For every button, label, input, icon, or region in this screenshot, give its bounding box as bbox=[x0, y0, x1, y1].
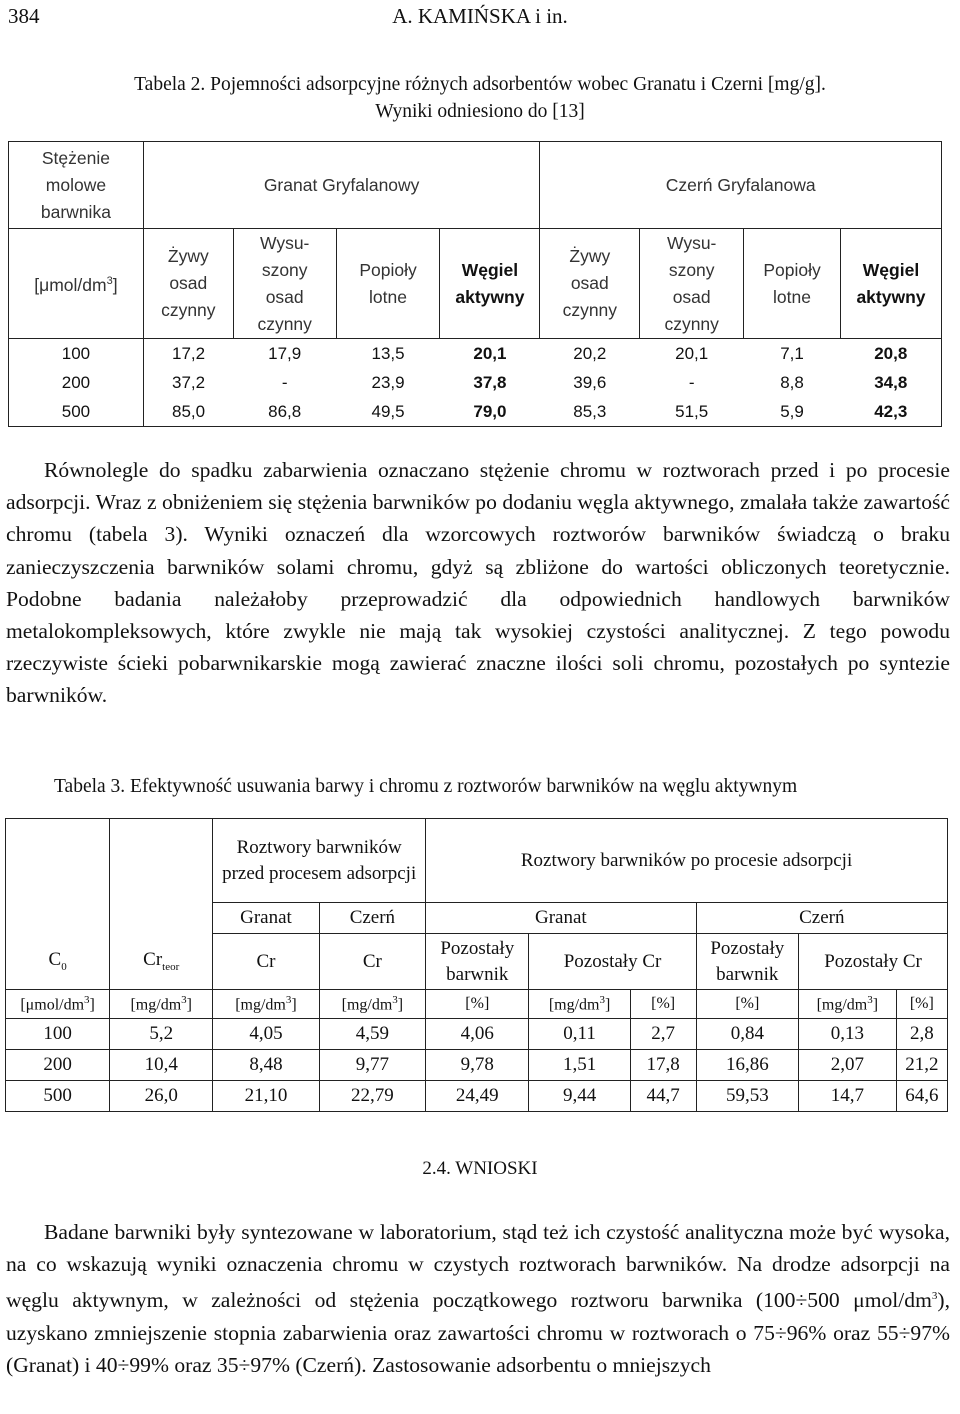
subheader-text: Węgiel aktywny bbox=[856, 259, 926, 307]
paragraph-text bbox=[6, 1216, 950, 1381]
table-cell: 9,78 bbox=[426, 1050, 529, 1081]
unit-close: ] bbox=[605, 996, 611, 1014]
table-cell: 2,07 bbox=[799, 1050, 897, 1081]
subheader-text: Żywy osad czynny bbox=[161, 246, 216, 320]
table-cell: 1,51 bbox=[529, 1050, 630, 1081]
table-cell: 64,6 bbox=[896, 1081, 947, 1112]
table-cell: 59,53 bbox=[696, 1081, 798, 1112]
subheader-zywy-2 bbox=[540, 229, 640, 339]
table-cell: 22,79 bbox=[319, 1081, 425, 1112]
header-granat-group: Granat Gryfalanowy bbox=[143, 142, 540, 229]
unit-text: [mg/dm bbox=[130, 996, 182, 1014]
unit-cell bbox=[799, 990, 897, 1019]
unit-text: [mg/dm bbox=[341, 996, 393, 1014]
unit-sup: 3 bbox=[84, 993, 90, 1006]
unit-sup: 3 bbox=[181, 993, 187, 1006]
unit-sup: 3 bbox=[867, 993, 873, 1006]
running-title: A. KAMIŃSKA i in. bbox=[392, 4, 568, 28]
table-cell: 23,9 bbox=[371, 373, 405, 392]
subheader-popioly-1 bbox=[336, 229, 440, 339]
table-cell: 24,49 bbox=[426, 1081, 529, 1112]
unit-text: [μmol/dm bbox=[20, 996, 85, 1014]
header-before-text: Roztwory barwników przed procesem adsorpcji bbox=[222, 836, 417, 884]
table-cell: 200 bbox=[9, 368, 144, 397]
unit-cell bbox=[6, 990, 110, 1019]
unit-sup: 3 bbox=[106, 275, 113, 288]
subheader-zywy-1 bbox=[143, 229, 233, 339]
table-cell: 7,1 bbox=[780, 344, 804, 363]
table-cell: 4,06 bbox=[426, 1019, 529, 1050]
table-cell: 4,59 bbox=[319, 1019, 425, 1050]
unit-cell: [%] bbox=[896, 990, 947, 1019]
header-granat-before: Granat bbox=[213, 903, 319, 934]
subheader-popioly-2 bbox=[744, 229, 841, 339]
unit-close: ] bbox=[872, 996, 879, 1014]
subheader-wegiel-1 bbox=[440, 229, 540, 339]
header-czern-group: Czerń Gryfalanowa bbox=[540, 142, 942, 229]
subheader-text: Węgiel aktywny bbox=[455, 259, 525, 307]
header-concentration bbox=[9, 142, 144, 229]
header-text: Pozostały barwnik bbox=[440, 937, 515, 985]
table-cell: 86,8 bbox=[233, 397, 336, 427]
subheader-text: Wysu-szony osad czynny bbox=[664, 232, 719, 334]
table-cell: 5,2 bbox=[110, 1019, 213, 1050]
table-cell: 2,7 bbox=[630, 1019, 696, 1050]
unit-sup: 3 bbox=[285, 993, 292, 1006]
table-cell: 9,44 bbox=[529, 1081, 630, 1112]
unit-end: ] bbox=[112, 274, 118, 295]
page-header bbox=[8, 4, 952, 34]
unit-close: ] bbox=[291, 996, 297, 1014]
subheader-wysuszony-2 bbox=[640, 229, 744, 339]
header-before bbox=[213, 819, 426, 903]
unit-cell bbox=[110, 990, 213, 1019]
paragraph-part1: Badane barwniki były syntezowane w laboratorium, stąd też ich czystość analityczna może być wysoka, na co wskazują wyniki oznaczenia chromu w czystych roztworach barwników. Na drodze adsorpcji na węglu aktywnym, w zależności od stężenia początkowego roztworu barwnika (100÷500 μmol/dm bbox=[6, 1220, 950, 1313]
unit-text: [mg/dm bbox=[548, 996, 600, 1014]
table-cell: 17,8 bbox=[630, 1050, 696, 1081]
table-cell: 17,2 bbox=[172, 344, 206, 363]
table-row bbox=[9, 368, 942, 397]
header-concentration-text: Stężenie molowe barwnika bbox=[40, 147, 111, 222]
crteor-sub: teor bbox=[162, 961, 180, 974]
table-row bbox=[6, 1050, 948, 1081]
unit-text: [mg/dm bbox=[816, 996, 868, 1014]
header-czern-after: Czerń bbox=[696, 903, 947, 934]
unit-sup: 3 bbox=[599, 993, 605, 1006]
subheader-wysuszony-1 bbox=[233, 229, 336, 339]
table-cell: 8,8 bbox=[780, 373, 804, 392]
table-cell: 2,8 bbox=[896, 1019, 947, 1050]
paragraph-text: Równolegle do spadku zabarwienia oznaczano stężenie chromu w roztworach przed i po procesie adsorpcji. Wraz z obniżeniem się stężenia barwników po dodaniu węgla aktywnego, zmalała także zawartość chromu (tabela 3). Wyniki oznaczeń dla wzorcowych roztworów barwników świadczą o braku zanieczyszczenia barwników solami chromu, gdyż są zbliżone do wartości obliczonych teoretycznie. Podobne badania należałoby przeprowadzić dla odpowiednich handlowych barwników metalokompleksowych, które zwykle nie mają tak wysokiej czystości analitycznej. Z tego powodu rzeczywiste ścieki pobarwnikarskie mogą zawierać znaczne ilości soli chromu, pozostałych po syntezie barwników. bbox=[6, 458, 950, 708]
table-3 bbox=[5, 818, 948, 1112]
table-cell: 17,9 bbox=[268, 344, 302, 363]
unit-sup: 3 bbox=[392, 993, 398, 1006]
header-crteor bbox=[110, 934, 213, 990]
table-row bbox=[9, 397, 942, 427]
header-pozostaly-cr-granat: Pozostały Cr bbox=[529, 934, 696, 990]
header-text: Pozostały barwnik bbox=[710, 937, 785, 985]
table2-caption-line1: Tabela 2. Pojemności adsorpcyjne różnych adsorbentów wobec Granatu i Czerni [mg/g]. bbox=[134, 74, 826, 95]
unit-close: ] bbox=[89, 996, 95, 1014]
table-row bbox=[9, 339, 942, 369]
crteor-text: Cr bbox=[143, 949, 163, 971]
table-cell: 500 bbox=[6, 1081, 110, 1112]
subheader-text: Żywy osad czynny bbox=[562, 246, 618, 320]
blank-cell bbox=[6, 903, 110, 934]
table-row bbox=[6, 1081, 948, 1112]
blank-cell bbox=[110, 819, 213, 903]
header-cr-czern: Cr bbox=[319, 934, 425, 990]
table-cell: 21,2 bbox=[896, 1050, 947, 1081]
table-cell: 20,1 bbox=[473, 344, 507, 363]
table2-caption-line2: Wyniki odniesiono do [13] bbox=[375, 101, 585, 122]
unit-cell bbox=[319, 990, 425, 1019]
table-row bbox=[6, 1019, 948, 1050]
table-cell: - bbox=[688, 373, 695, 392]
unit-text: [μmol/dm bbox=[34, 274, 107, 295]
table-2 bbox=[8, 141, 942, 427]
table-cell: - bbox=[281, 373, 288, 392]
paragraph-part2: ), uzyskano zmniejszenie stopnia zabarwienia oraz zawartości chromu w roztworach o 75÷96% oraz 55÷97% (Granat) i 40÷99% oraz 35÷97% (Czerń). Zastosowanie adsorbentu o mniejszych bbox=[6, 1288, 950, 1377]
table-cell: 8,48 bbox=[213, 1050, 319, 1081]
header-cr-granat: Cr bbox=[213, 934, 319, 990]
header-pozostaly-barwnik-granat bbox=[426, 934, 529, 990]
table-cell: 0,13 bbox=[799, 1019, 897, 1050]
table-cell: 16,86 bbox=[696, 1050, 798, 1081]
table-cell: 34,8 bbox=[840, 368, 941, 397]
table-cell: 20,2 bbox=[573, 344, 607, 363]
c0-text: C bbox=[48, 949, 62, 971]
table-cell: 0,84 bbox=[696, 1019, 798, 1050]
unit-cell: [%] bbox=[696, 990, 798, 1019]
table-cell: 14,7 bbox=[799, 1081, 897, 1112]
header-pozostaly-cr-czern: Pozostały Cr bbox=[799, 934, 948, 990]
subheader-wegiel-2 bbox=[840, 229, 941, 339]
table-cell: 49,5 bbox=[336, 397, 440, 427]
header-pozostaly-barwnik-czern bbox=[696, 934, 798, 990]
table3-caption: Tabela 3. Efektywność usuwania barwy i chromu z roztworów barwników na węglu aktywnym bbox=[54, 776, 798, 797]
header-c0 bbox=[6, 934, 110, 990]
blank-cell bbox=[110, 903, 213, 934]
body-paragraph-1 bbox=[6, 454, 950, 712]
subheader-text: Popioły lotne bbox=[763, 259, 821, 307]
table-cell: 37,2 bbox=[172, 373, 206, 392]
unit-cell bbox=[529, 990, 630, 1019]
table-cell: 26,0 bbox=[110, 1081, 213, 1112]
subheader-text: Wysu-szony osad czynny bbox=[257, 232, 312, 334]
table-cell: 44,7 bbox=[630, 1081, 696, 1112]
table-cell: 9,77 bbox=[319, 1050, 425, 1081]
table-cell: 39,6 bbox=[573, 373, 607, 392]
table-cell: 51,5 bbox=[640, 397, 744, 427]
table-cell: 200 bbox=[6, 1050, 110, 1081]
table-cell: 20,1 bbox=[675, 344, 709, 363]
table-cell: 100 bbox=[9, 339, 144, 369]
header-after: Roztwory barwników po procesie adsorpcji bbox=[426, 819, 948, 903]
table-cell: 85,0 bbox=[143, 397, 233, 427]
section-title: 2.4. WNIOSKI bbox=[422, 1158, 538, 1179]
subheader-text: Popioły lotne bbox=[359, 259, 417, 307]
table-cell: 4,05 bbox=[213, 1019, 319, 1050]
table-cell: 500 bbox=[9, 397, 144, 427]
header-unit bbox=[9, 229, 144, 339]
unit-close: ] bbox=[186, 996, 192, 1014]
unit-close: ] bbox=[397, 996, 404, 1014]
table-cell: 13,5 bbox=[371, 344, 405, 363]
table-cell: 85,3 bbox=[540, 397, 640, 427]
table-cell: 10,4 bbox=[110, 1050, 213, 1081]
unit-text: [mg/dm bbox=[235, 996, 286, 1014]
body-paragraph-2 bbox=[6, 1216, 950, 1381]
page-number: 384 bbox=[8, 4, 40, 28]
table-cell: 79,0 bbox=[440, 397, 540, 427]
table-cell: 5,9 bbox=[744, 397, 841, 427]
table-cell: 100 bbox=[6, 1019, 110, 1050]
header-czern-before: Czerń bbox=[319, 903, 425, 934]
units-row bbox=[6, 990, 948, 1019]
table-cell: 21,10 bbox=[213, 1081, 319, 1112]
c0-sub: 0 bbox=[61, 961, 67, 974]
unit-cell: [%] bbox=[426, 990, 529, 1019]
unit-cell: [%] bbox=[630, 990, 696, 1019]
paragraph-sup: 3 bbox=[931, 1290, 938, 1303]
table-cell: 37,8 bbox=[473, 373, 507, 392]
table-cell: 42,3 bbox=[840, 397, 941, 427]
table-cell: 0,11 bbox=[529, 1019, 630, 1050]
blank-cell bbox=[6, 819, 110, 903]
unit-cell bbox=[213, 990, 319, 1019]
table-cell: 20,8 bbox=[840, 339, 941, 369]
header-granat-after: Granat bbox=[426, 903, 697, 934]
